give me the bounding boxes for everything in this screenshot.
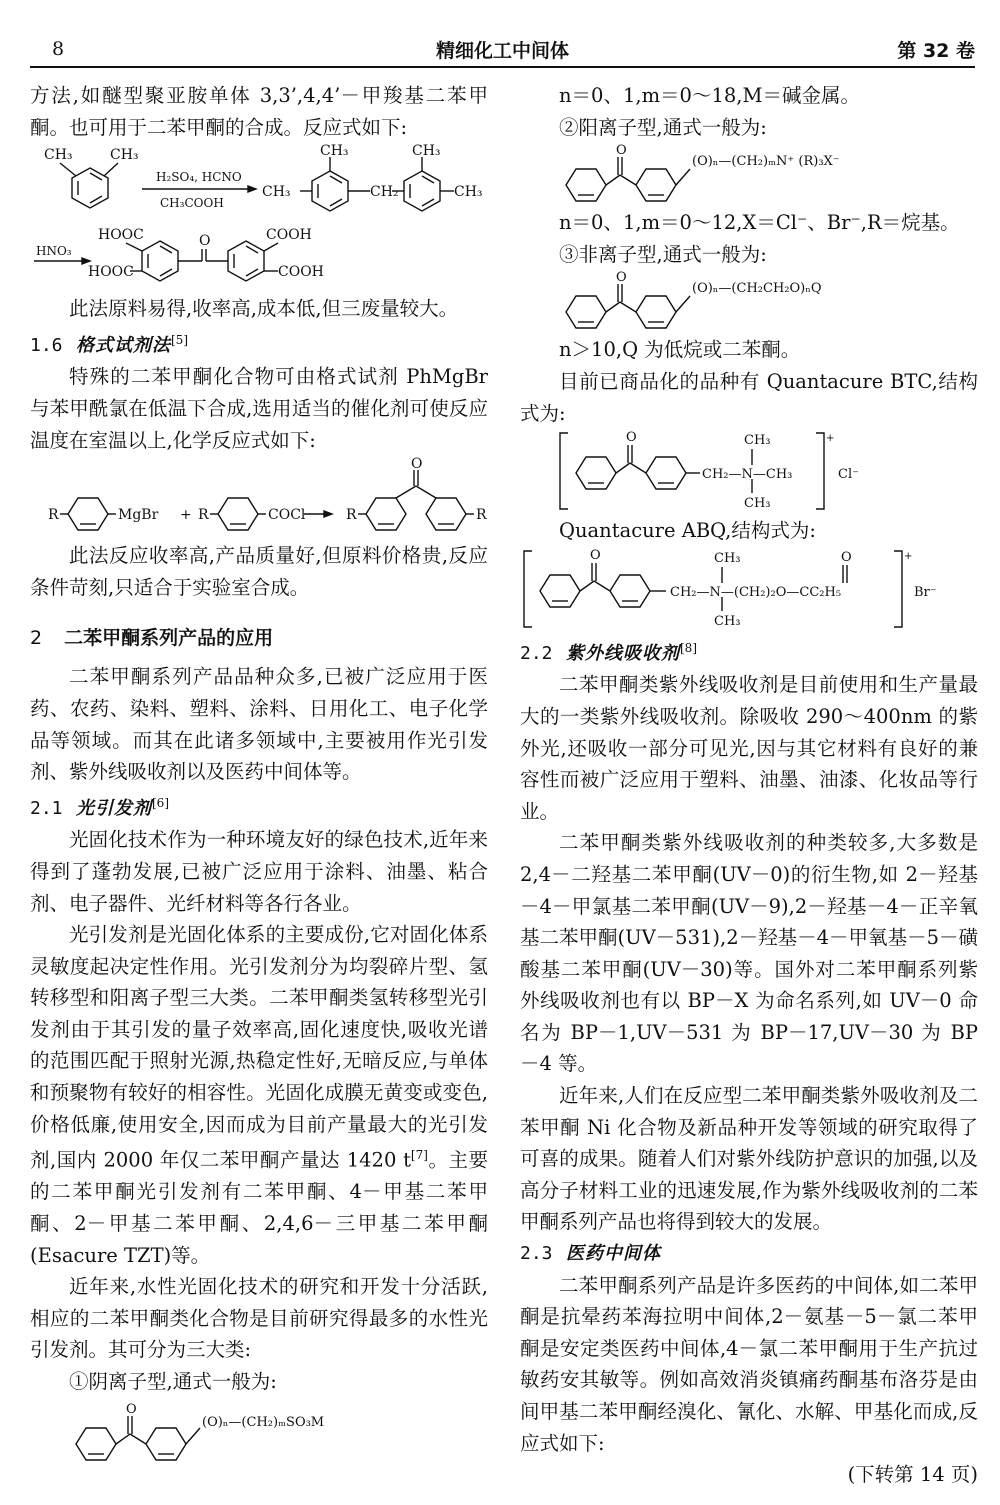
chem-label: CH₃ <box>744 433 771 449</box>
paragraph: 特殊的二苯甲酮化合物可由格式试剂 PhMgBr 与苯甲酰氯在低温下合成,选用适当的催化剂可使反应温度在室温以上,化学反应式如下: <box>30 365 488 452</box>
paragraph <box>30 919 488 1271</box>
chem-label: CH₃ <box>110 147 139 164</box>
section-heading-2-2 <box>520 633 978 670</box>
chem-label: O <box>199 233 211 250</box>
chem-label: HOOC <box>88 264 134 281</box>
chem-label: R <box>48 507 59 524</box>
page-number: 8 <box>52 38 65 60</box>
paragraph: Quantacure ABQ,结构式为: <box>559 519 816 543</box>
chem-label: CH₃ <box>44 147 73 164</box>
section-title: 格式试剂法 <box>76 334 171 356</box>
left-column <box>30 80 488 1468</box>
reference: [5] <box>171 332 188 347</box>
paragraph: 近年来,人们在反应型二苯甲酮类紫外吸收剂及二苯甲酮 Ni 化合物及新品种开发等领域的研究取得了可喜的成果。随着人们对紫外线防护意识的加强,以及高分子材料工业的迅速发展,作为紫外线吸收剂的二苯甲酮系列产品也将得到较大的发展。 <box>520 1084 978 1234</box>
paragraph: 二苯甲酮类紫外线吸收剂的种类较多,大多数是 2,4－二羟基二苯甲酮(UV－0)的衍生物,如 2－羟基－4－甲氯基二苯甲酮(UV－9),2－羟基－4－正辛氧基二苯甲酮(UV－531),2－羟基－4－甲氧基－5－磺酸基二苯甲酮(UV－30)等。国外对二苯甲酮系列紫外线吸收剂也有以 BP－X 为命名系列,如 UV－0 命名为 BP－1,UV－531 为 BP－17,UV－30 为 BP－4 等。 <box>520 831 978 1076</box>
paragraph: 此法原料易得,收率高,成本低,但三废量较大。 <box>69 297 459 321</box>
chem-label: (O)ₙ—(CH₂CH₂O)ₙQ <box>692 281 822 297</box>
chem-label: Br⁻ <box>914 584 937 600</box>
chem-label: + <box>904 550 913 562</box>
chem-label: + <box>180 507 192 524</box>
section-number: 2.2 <box>520 642 553 664</box>
chem-label: R <box>198 507 209 524</box>
paragraph: 二苯甲酮类紫外线吸收剂是目前使用和生产量最大的一类紫外线吸收剂。除吸收 290～400nm 的紫外光,还吸收一部分可见光,因与其它材料有良好的兼容性而被广泛应用于塑料、油墨、油漆、化妆品等行业。 <box>520 673 978 823</box>
chem-label: CH₂—N—(CH₂)₂O—CC₂H₅ <box>670 584 842 600</box>
paragraph: n＝0、1,m＝0～12,X＝Cl⁻、Br⁻,R＝烷基。 <box>559 211 960 235</box>
section-number: 2.3 <box>520 1243 553 1265</box>
chem-label: CH₃ <box>412 143 441 160</box>
paragraph-text: 光引发剂是光固化体系的主要成份,它对固化体系灵敏度起决定性作用。光引发剂分为均裂碎片型、氢转移型和阳离子型三大类。二苯甲酮类氢转移型光引发剂由于其引发的量子效率高,固化速度快,吸收光谱的范围匹配于照射光源,热稳定性好,无暗反应,与单体和预聚物有较好的相容性。光固化成膜无黄变或变色,价格低廉,使用安全,因而成为目前产量最大的光引发剂,国内 2000 年仅二苯甲酮产量达 1420 t <box>30 923 488 1172</box>
chem-label: CH₂—N—CH₃ <box>702 467 793 483</box>
section-heading-2-3 <box>520 1238 978 1270</box>
chem-label: O <box>590 547 601 563</box>
reaction-scheme-oxidation <box>30 143 488 293</box>
reference: [8] <box>680 640 697 655</box>
section-number: 2.1 <box>30 797 63 819</box>
chem-label: (O)ₙ—(CH₂)ₘSO₃M <box>202 1414 325 1430</box>
section-title: 二苯甲酮系列产品的应用 <box>64 627 274 650</box>
chem-label: CH₃ <box>744 496 771 512</box>
section-heading-2-1 <box>30 788 488 825</box>
paragraph: ①阴离子型,通式一般为: <box>69 1369 277 1393</box>
page-header <box>30 34 975 64</box>
section-title: 紫外线吸收剂 <box>566 642 680 664</box>
section-number: 2 <box>30 627 43 650</box>
journal-title: 精细化工中间体 <box>435 40 569 62</box>
formula-nonionic <box>520 270 978 334</box>
header-rule <box>30 66 975 68</box>
chem-label: H₂SO₄, HCNO <box>156 170 242 185</box>
chem-label: O <box>616 270 627 286</box>
chem-label: O <box>626 430 637 446</box>
formula-cationic <box>520 143 978 207</box>
paragraph: 二苯甲酮系列产品是许多医药的中间体,如二苯甲酮是抗晕药苯海拉明中间体,2－氨基－5－氯二苯甲酮是安定类医药中间体,4－氯二苯甲酮用于生产抗过敏药安其敏等。例如高效消炎镇痛药酮基布洛芬是由间甲基二苯甲酮经溴化、氰化、水解、甲基化而成,反应式如下: <box>520 1273 978 1455</box>
chem-label: HNO₃ <box>36 244 72 259</box>
section-heading-2 <box>30 623 488 653</box>
reference: [7] <box>410 1148 428 1163</box>
paragraph-text: 。主要的二苯甲酮光引发剂有二苯甲酮、4－甲基二苯甲酮、2－甲基二苯甲酮、2,4,6－三甲基二苯甲酮(Esacure TZT)等。 <box>30 1148 488 1267</box>
chem-label: CH₃ <box>262 184 291 201</box>
paragraph: 近年来,水性光固化技术的研究和开发十分活跃,相应的二苯甲酮类化合物是目前研究得最多的水性光引发剂。其可分为三大类: <box>30 1275 488 1362</box>
chem-label: + <box>826 433 835 445</box>
chem-label: CH₃ <box>454 184 483 201</box>
chem-label: MgBr <box>118 507 159 524</box>
chem-label: O <box>841 549 852 565</box>
structure-quantacure-abq <box>520 547 978 633</box>
chem-label: COCl <box>268 507 306 524</box>
chem-label: CH₃ <box>714 613 741 629</box>
paragraph: 目前已商品化的品种有 Quantacure BTC,结构式为: <box>520 369 978 425</box>
paragraph: n＞10,Q 为低烷或二苯酮。 <box>559 338 801 362</box>
chem-label: O <box>411 456 423 473</box>
section-title: 医药中间体 <box>566 1243 661 1265</box>
chem-label: O <box>616 143 627 159</box>
chem-label: COOH <box>278 264 324 281</box>
reference: [6] <box>152 795 169 810</box>
paragraph: 方法,如醚型聚亚胺单体 3,3’,4,4’－甲羧基二苯甲酮。也可用于二苯甲酮的合成。反应式如下: <box>30 84 488 139</box>
paragraph: 此法反应收率高,产品质量好,但原料价格贵,反应条件苛刻,只适合于实验室合成。 <box>30 544 488 599</box>
volume-label: 第 32 卷 <box>897 40 975 62</box>
chem-label: R <box>476 507 487 524</box>
chem-label: O <box>126 1401 137 1417</box>
paragraph: ②阳离子型,通式一般为: <box>559 115 767 139</box>
reaction-scheme-grignard <box>30 456 488 540</box>
right-column <box>520 80 978 1491</box>
section-heading-1-6 <box>30 325 488 362</box>
chem-label: HOOC <box>98 227 144 244</box>
section-number: 1.6 <box>30 334 63 356</box>
chem-label: CH₃ <box>714 550 741 566</box>
chem-label: Cl⁻ <box>838 467 859 483</box>
structure-quantacure-btc <box>520 429 978 515</box>
paragraph: 二苯甲酮系列产品品种众多,已被广泛应用于医药、农药、染料、塑料、涂料、日用化工、电子化学品等领域。而其在此诸多领域中,主要被用作光引发剂、紫外线吸收剂以及医药中间体等。 <box>30 665 488 784</box>
chem-label: (O)ₙ—(CH₂)ₘN⁺ (R)₃X⁻ <box>692 154 840 170</box>
paragraph: 光固化技术作为一种环境友好的绿色技术,近年来得到了蓬勃发展,已被广泛应用于涂料、油墨、粘合剂、电子器件、光纤材料等各行各业。 <box>30 828 488 915</box>
paragraph: ③非离子型,通式一般为: <box>559 242 767 266</box>
formula-anionic <box>30 1398 488 1468</box>
chem-label: CH₃COOH <box>160 196 224 211</box>
continued-note: (下转第 14 页) <box>847 1463 978 1487</box>
chem-label: CH₃ <box>320 143 349 160</box>
chem-label: R <box>346 507 357 524</box>
paragraph: n＝0、1,m＝0～18,M＝碱金属。 <box>559 84 860 107</box>
chem-label: CH₂ <box>370 184 399 201</box>
section-title: 光引发剂 <box>76 797 152 819</box>
chem-label: COOH <box>266 227 312 244</box>
